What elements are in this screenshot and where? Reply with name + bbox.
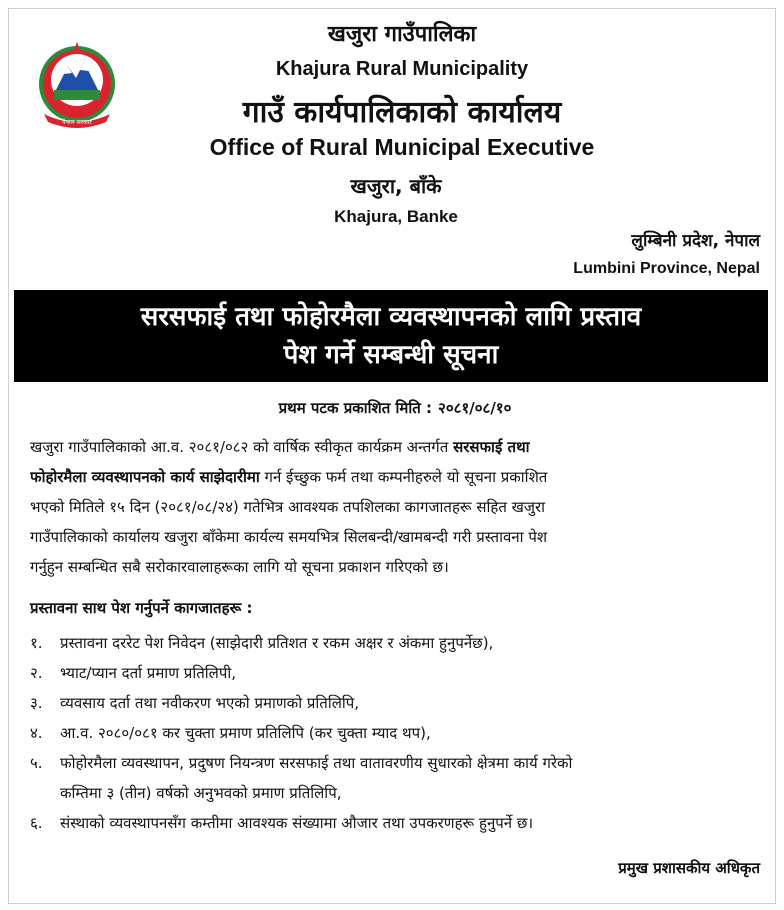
body-line: गर्नुहुन सम्बन्धित सबै सरोकारवालाहरूका लागि यो सूचना प्रकाशन गरिएको छ। [30, 558, 449, 576]
body-line: गाउँपालिकाको कार्यालय खजुरा बाँकेमा कार्यल्य समयभित्र सिलबन्दी/खामबन्दी गरी प्रस्तावना पेश [30, 528, 548, 546]
body-line [30, 462, 758, 492]
list-item-text-cont: कम्तिमा ३ (तीन) वर्षको अनुभवको प्रमाण प्रतिलिपि, [60, 784, 342, 802]
body-highlight: फोहोरमैला व्यवस्थापनको कार्य साझेदारीमा [30, 468, 260, 486]
municipality-name-en: Khajura Rural Municipality [275, 58, 529, 80]
list-item [30, 748, 760, 808]
province-np: लुम्बिनी प्रदेश, नेपाल [631, 231, 760, 251]
location-en: Khajura, Banke [334, 207, 458, 226]
office-name-np: गाउँ कार्यपालिकाको कार्यालय [242, 95, 562, 130]
notice-title-banner [14, 290, 768, 382]
list-item-text: प्रस्तावना दररेट पेश निवेदन (साझेदारी प्रतिशत र रकम अक्षर र अंकमा हुनुपर्नेछ), [60, 634, 494, 652]
notice-title-line2: पेश गर्ने सम्बन्धी सूचना [283, 340, 499, 370]
list-item [30, 658, 760, 688]
body-line [30, 432, 758, 462]
list-item [30, 808, 760, 838]
office-name-en: Office of Rural Municipal Executive [209, 134, 595, 160]
list-item [30, 718, 760, 748]
list-item-number: ५. [30, 754, 43, 772]
body-text: गर्न ईच्छुक फर्म तथा कम्पनीहरुले यो सूचना प्रकाशित [259, 468, 548, 486]
list-item-text: फोहोरमैला व्यवस्थापन, प्रदुषण नियन्त्रण सरसफाई तथा वातावरणीय सुधारको क्षेत्रमा कार्य गरेको [60, 754, 573, 772]
list-item-number: ३. [30, 694, 43, 712]
list-item-text: संस्थाको व्यवस्थापनसँग कम्तीमा आवश्यक संख्यामा औजार तथा उपकरणहरू हुनुपर्ने छ। [60, 814, 534, 832]
notice-title-line1: सरसफाई तथा फोहोरमैला व्यवस्थापनको लागि प्रस्ताव [140, 302, 642, 332]
list-item-number: २. [30, 664, 43, 682]
published-date-line [0, 398, 784, 418]
emblem-caption: नेपाल सरकार [62, 119, 92, 126]
body-highlight: सरसफाई तथा [453, 438, 530, 456]
documents-title: प्रस्तावना साथ पेश गर्नुपर्ने कागजातहरू : [30, 599, 253, 617]
published-label: प्रथम पटक प्रकाशित मिति : [278, 399, 433, 417]
list-item-text: आ.व. २०८०/०८१ कर चुक्ता प्रमाण प्रतिलिपि (कर चुक्ता म्याद थप), [60, 724, 431, 742]
list-item-number: ४. [30, 724, 43, 742]
list-item [30, 628, 760, 658]
published-date: २०८१/०८/१० [438, 399, 512, 417]
list-item-number: १. [30, 634, 43, 652]
list-item-text: भ्याट/प्यान दर्ता प्रमाण प्रतिलिपी, [60, 664, 237, 682]
body-line: भएको मितिले १५ दिन (२०८१/०८/२४) गतेभित्र आवश्यक तपशिलका कागजातहरू सहित खजुरा [30, 498, 546, 516]
list-item [30, 688, 760, 718]
location-np: खजुरा, बाँके [350, 174, 442, 198]
province-en: Lumbini Province, Nepal [573, 260, 760, 277]
notice-body [30, 432, 758, 582]
municipality-name-np: खजुरा गाउँपालिका [327, 22, 477, 47]
list-item-text: व्यवसाय दर्ता तथा नवीकरण भएको प्रमाणको प्रतिलिपि, [60, 694, 360, 712]
list-item-number: ६. [30, 814, 43, 832]
body-text: खजुरा गाउँपालिकाको आ.व. २०८१/०८२ को वार्षिक स्वीकृत कार्यक्रम अन्तर्गत [30, 438, 454, 456]
signatory: प्रमुख प्रशासकीय अधिकृत [618, 859, 760, 877]
documents-list [30, 628, 760, 838]
